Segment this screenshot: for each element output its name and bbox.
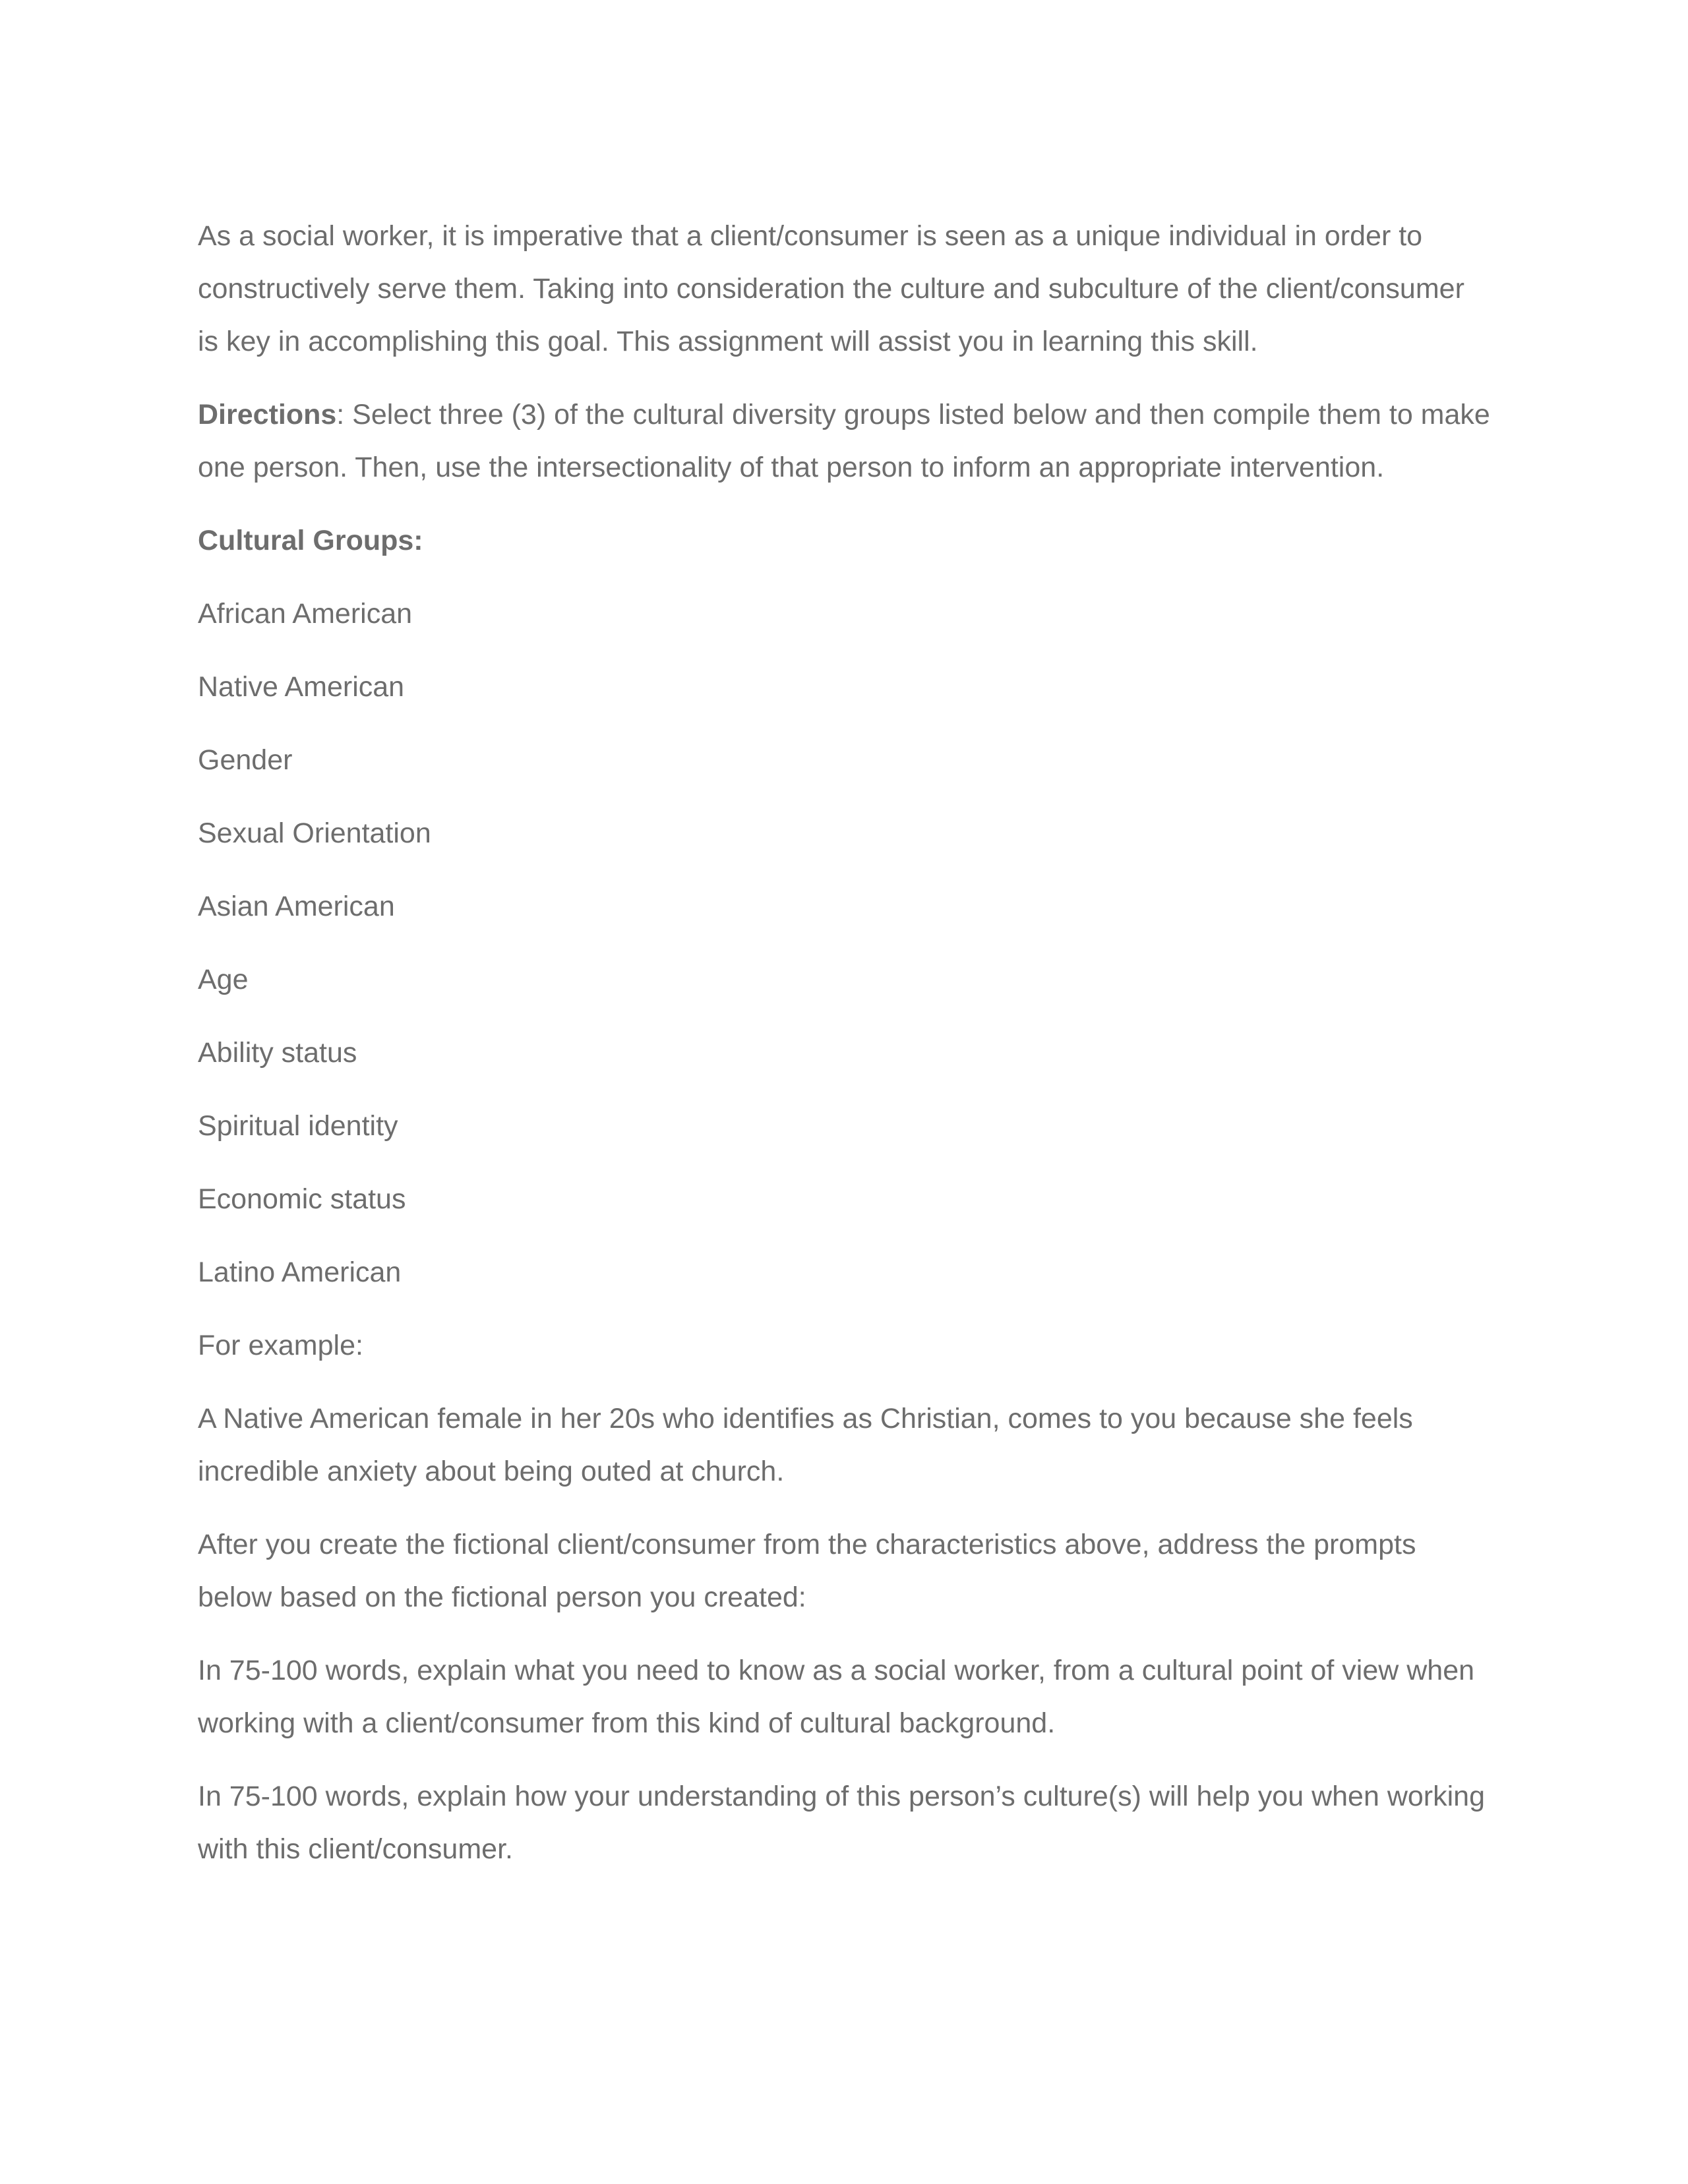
list-item: Spiritual identity	[198, 1110, 398, 1142]
list-item: Asian American	[198, 891, 395, 922]
list-item: Economic status	[198, 1183, 406, 1215]
list-item: Age	[198, 964, 249, 995]
list-item: Sexual Orientation	[198, 817, 431, 849]
directions-label: Directions	[198, 399, 337, 430]
example-label: For example:	[198, 1330, 363, 1361]
list-item: Ability status	[198, 1037, 357, 1069]
prompt-paragraph-1: In 75-100 words, explain what you need to know as a social worker, from a cultural point of view when working with a client/consumer from this kind of cultural background.	[198, 1655, 1475, 1739]
list-item: African American	[198, 598, 413, 630]
example-paragraph: A Native American female in her 20s who identifies as Christian, comes to you because she feels incredible anxiety about being outed at church.	[198, 1403, 1413, 1487]
document-body	[198, 210, 1490, 1896]
directions-paragraph	[198, 388, 1490, 494]
instructions-paragraph: After you create the fictional client/consumer from the characteristics above, address the prompts below based on the fictional person you created:	[198, 1529, 1416, 1613]
cultural-groups-heading: Cultural Groups:	[198, 525, 423, 556]
list-item: Latino American	[198, 1256, 402, 1288]
list-item: Gender	[198, 744, 293, 776]
prompt-paragraph-2: In 75-100 words, explain how your understanding of this person’s culture(s) will help you when working with this client/consumer.	[198, 1781, 1485, 1865]
list-item: Native American	[198, 671, 405, 703]
directions-text: : Select three (3) of the cultural diversity groups listed below and then compile them to make one person. Then, use the intersectionality of that person to inform an appropriate intervention.	[198, 399, 1490, 483]
cultural-groups-list	[198, 587, 1490, 1299]
intro-paragraph: As a social worker, it is imperative that a client/consumer is seen as a unique individual in order to constructively serve them. Taking into consideration the culture and subculture of the client/consumer is key in accomplishing this goal. This assignment will assist you in learning this skill.	[198, 220, 1464, 357]
